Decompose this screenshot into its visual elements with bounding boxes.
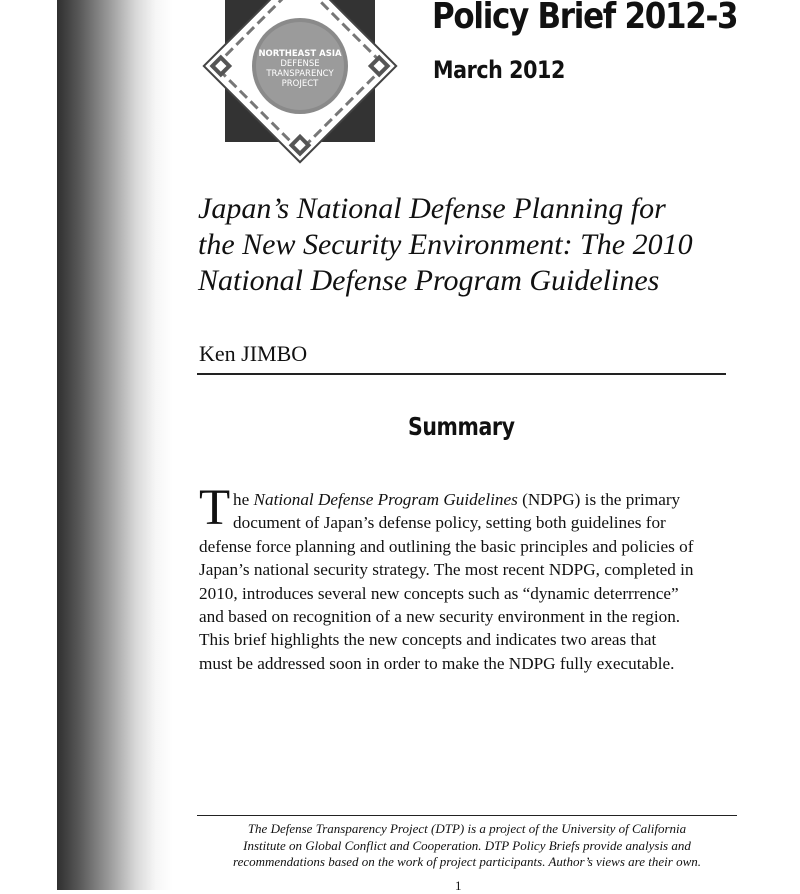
footer-line-3: recommendations based on the work of project participants. Author’s views are their own.	[233, 854, 701, 869]
drop-cap: T	[199, 480, 231, 536]
summary-line-3: defense force planning and outlining the basic principles and policies of	[199, 536, 694, 556]
logo-text-line-3: TRANSPARENCY	[266, 69, 334, 79]
title-line-3: National Defense Program Guidelines	[198, 264, 660, 297]
document-title	[198, 191, 758, 299]
dtp-logo	[196, 0, 404, 172]
author-divider	[197, 373, 726, 375]
summary-line-7: This brief highlights the new concepts and indicates two areas that	[199, 630, 657, 650]
page-number: 1	[455, 878, 462, 893]
brief-date: March 2012	[433, 56, 565, 84]
author-name: Ken JIMBO	[199, 341, 308, 366]
summary-body	[199, 480, 734, 675]
gradient-sidebar	[57, 0, 173, 890]
summary-heading: Summary	[408, 412, 515, 441]
summary-line-8: must be addressed soon in order to make the NDPG fully executable.	[199, 653, 675, 673]
footer-line-2: Institute on Global Conflict and Cooperation. DTP Policy Briefs provide analysis and	[243, 837, 691, 853]
summary-line-1: he National Defense Program Guidelines (NDPG) is the primary	[233, 490, 681, 509]
summary-line-2: document of Japan’s defense policy, setting both guidelines for	[233, 513, 666, 533]
footer-note	[197, 821, 737, 871]
title-line-2: the New Security Environment: The 2010	[198, 228, 693, 261]
logo-text-line-2: DEFENSE	[280, 59, 320, 69]
ndpg-title-italic: National Defense Program Guidelines	[253, 490, 518, 509]
logo-text-line-4: PROJECT	[281, 79, 319, 89]
policy-brief-number: Policy Brief 2012-3	[432, 0, 738, 37]
summary-line-6: and based on recognition of a new security environment in the region.	[199, 607, 681, 627]
footer-divider	[197, 815, 737, 816]
summary-line-4: Japan’s national security strategy. The most recent NDPG, completed in	[199, 560, 694, 580]
footer-line-1: The Defense Transparency Project (DTP) is a project of the University of California	[247, 821, 687, 836]
title-line-1: Japan’s National Defense Planning for	[198, 192, 666, 225]
logo-text-line-1: NORTHEAST ASIA	[258, 49, 342, 59]
summary-line-5: 2010, introduces several new concepts such as “dynamic deterrrence”	[199, 583, 679, 603]
